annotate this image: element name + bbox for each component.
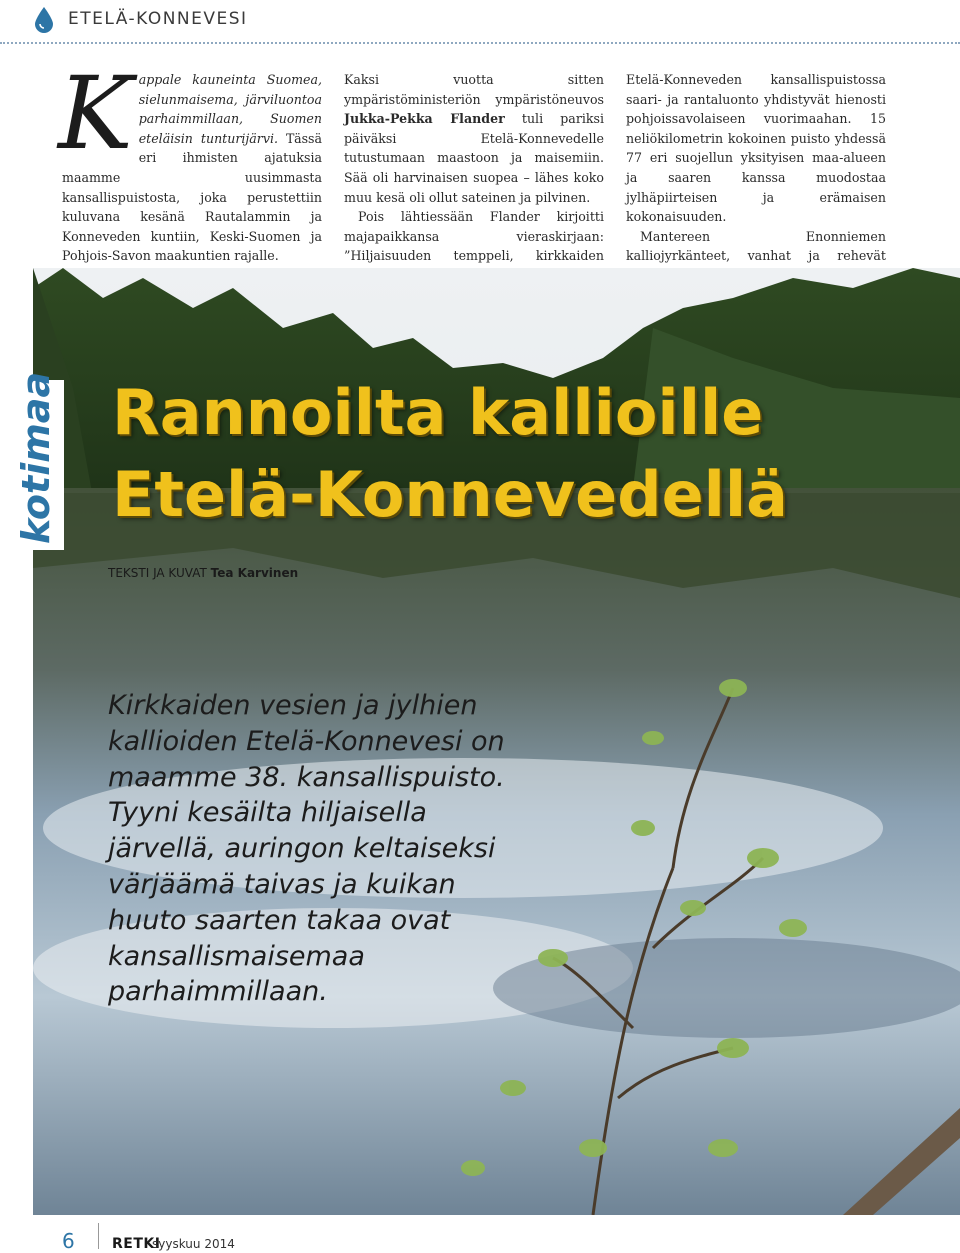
page-footer [0,1215,960,1252]
paragraph: Mantereen Enonniemen kalliojyrkänteet, vanhat ja rehevät [626,228,886,264]
lead-paragraph: Kirkkaiden vesien ja jylhien kallioiden Etelä-Konnevesi on maamme 38. kansallispuisto. Tyyni kesäilta hiljaisella järvellä, auringon keltaiseksi värjäämä taivas ja kuikan huuto saarten takaa ovat kansallismaisemaa parhaimmillaan. [108,690,505,1008]
footer-divider [98,1223,99,1249]
text: tuli pariksi päiväksi Etelä-Konnevedelle tutustumaan maastoon ja maisemiin. Sää oli harvinaisen suopea – lähes koko muu kesä oli ollut sateinen ja pilvinen. [344,111,604,205]
side-category-label: kotimaa [14,371,58,544]
magazine-logo: RETKI [112,1236,161,1252]
page-header [0,0,960,44]
article-headline [112,372,952,536]
byline-prefix: TEKSTI JA KUVAT [108,566,211,580]
water-drop-icon [33,6,55,38]
paragraph: Etelä-Konneveden kansallispuistossa saari- ja rantaluonto yhdistyvät hienosti pohjoissavolaiseen vuorimaahan. 15 neliökilometrin kokoinen puisto yhdessä 77 eri suojellun yksityisen maa-alueen ja saaren kanssa muodostaa jylhäpiirteisen ja erämaisen kokonaisuuden. [626,72,886,225]
paragraph: Pois lähtiessään Flander kirjoitti majapaikkansa vieraskirjaan: ”Hiljaisuuden temppeli, kirkkaiden [344,209,604,264]
header-divider [0,42,960,44]
headline-line-2: Etelä-Konnevedellä [112,458,788,531]
person-name: Jukka-Pekka Flander [344,111,505,127]
issue-date: syyskuu 2014 [152,1237,235,1251]
byline [108,566,298,580]
page-number: 6 [62,1229,75,1253]
drop-cap: K [58,55,133,172]
headline-line-1: Rannoilta kallioille [112,376,764,449]
intro-text: Tässä eri ihmisten ajatuksia maamme uusimmasta kansallispuistosta, joka perustettiin kuluvana kesänä Rautalammin ja Konneveden kuntiin, Keski-Suomen ja Pohjois-Savon maakuntien rajalle. [62,130,323,264]
section-title: ETELÄ-KONNEVESI [68,9,248,29]
byline-author: Tea Karvinen [210,566,299,580]
intro-paragraph [58,55,323,266]
paragraph [344,70,604,207]
intro-italic: appale kauneinta Suomea, sielunmaisema, järviluontoa parhaimmillaan, Suomen eteläisin tunturijärvi. [138,72,322,146]
text: Kaksi vuotta sitten ympäristöministeriön ympäristöneuvos [344,72,604,107]
